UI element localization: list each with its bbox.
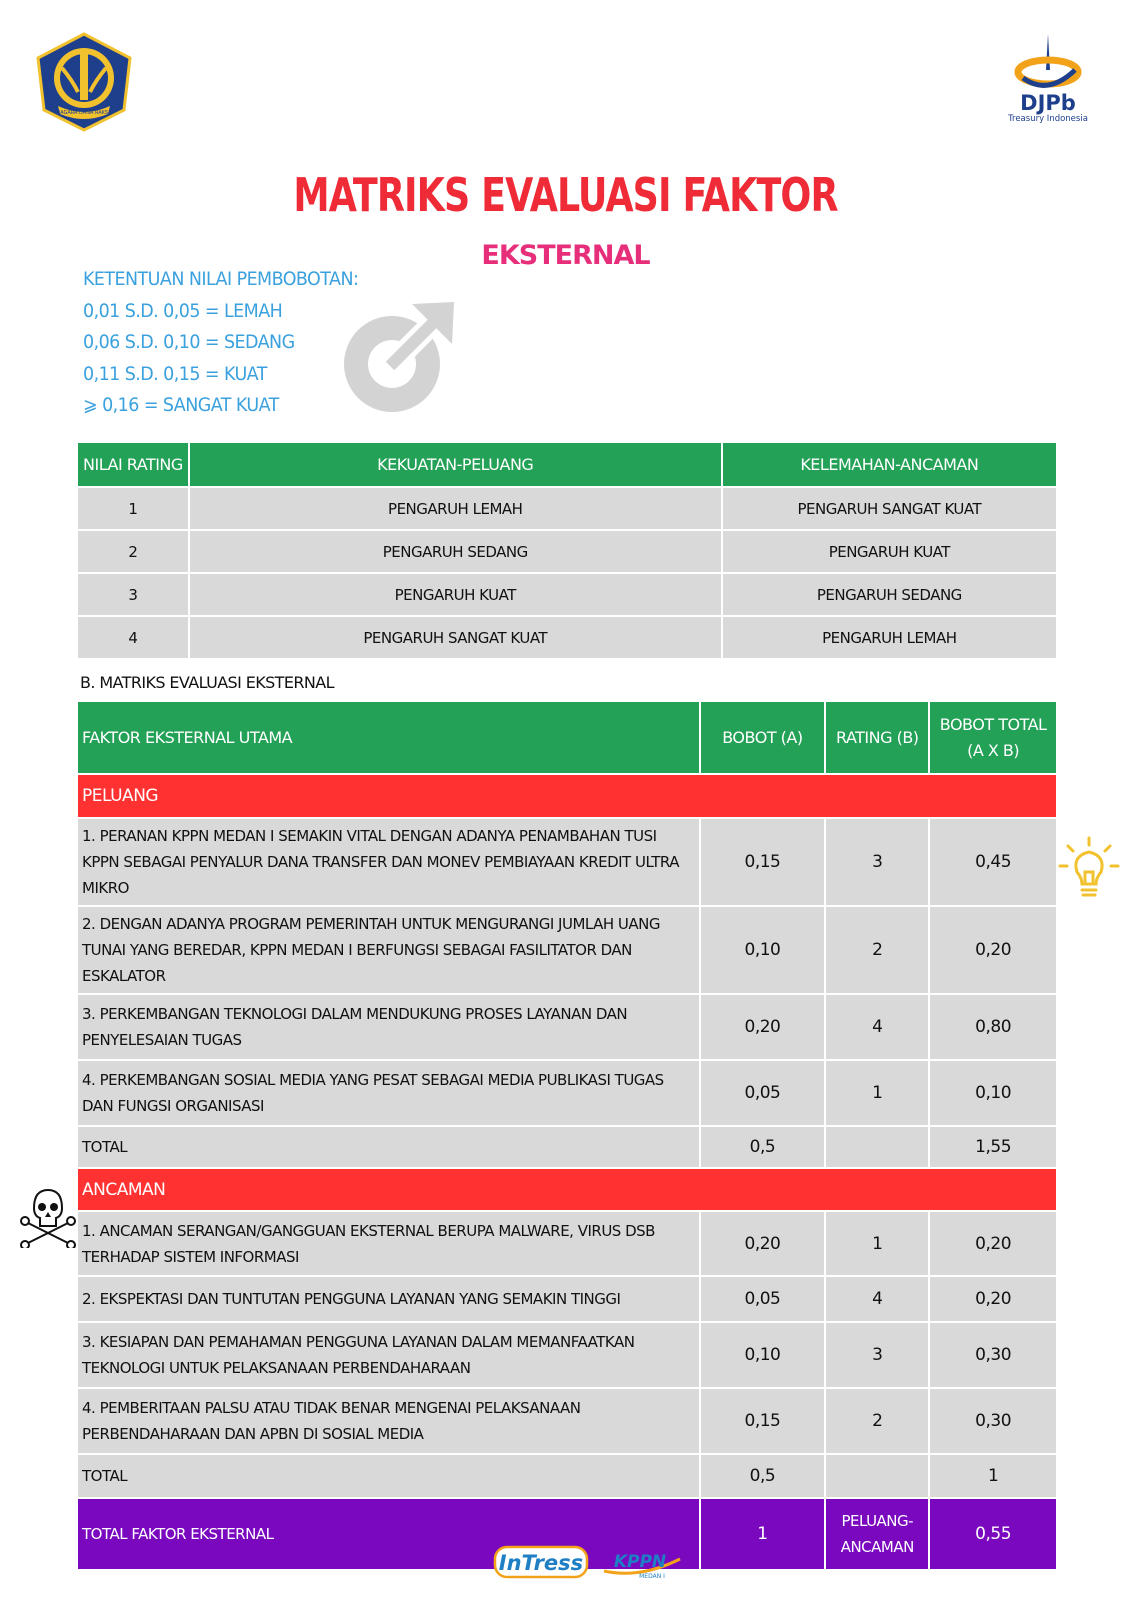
total-eksternal-value: 0,55 (929, 1498, 1057, 1570)
skull-crossbones-icon (20, 1188, 76, 1248)
page-title: MATRIKS EVALUASI FAKTOR (293, 168, 838, 222)
kekuatan-peluang-cell: PENGARUH SANGAT KUAT (189, 616, 722, 659)
category-label: ANCAMAN (77, 1168, 1057, 1211)
bobot-total-value: 0,20 (929, 906, 1057, 994)
section-title: B. MATRIKS EVALUASI EKSTERNAL (80, 673, 334, 692)
table-row (77, 1276, 1057, 1322)
total-label: TOTAL (77, 1126, 700, 1168)
kemenkeu-logo (32, 30, 136, 134)
ketentuan-line: 0,06 S.D. 0,10 = SEDANG (83, 331, 295, 353)
total-row-peluang (77, 1126, 1057, 1168)
rating-value: 2 (77, 530, 189, 573)
factor-description: 1. ANCAMAN SERANGAN/GANGGUAN EKSTERNAL BERUPA MALWARE, VIRUS DSB TERHADAP SISTEM INFORMASI (77, 1211, 700, 1276)
kelemahan-ancaman-cell: PENGARUH SANGAT KUAT (722, 487, 1057, 530)
col-kekuatan-peluang: KEKUATAN-PELUANG (189, 442, 722, 487)
kelemahan-ancaman-cell: PENGARUH SEDANG (722, 573, 1057, 616)
rating-value: 4 (825, 994, 929, 1060)
ketentuan-line: 0,11 S.D. 0,15 = KUAT (83, 362, 267, 385)
bobot-value: 0,10 (700, 1322, 826, 1388)
total-rating (825, 1126, 929, 1168)
rating-table (76, 441, 1058, 660)
kppn-logo-sub: MEDAN I (639, 1573, 665, 1580)
col-bobot-total-line1: BOBOT TOTAL (939, 714, 1047, 734)
col-bobot: BOBOT (A) (700, 701, 826, 774)
total-row-ancaman (77, 1454, 1057, 1498)
djpb-swirl-icon (1013, 30, 1083, 96)
rating-value: 1 (825, 1211, 929, 1276)
table-row (77, 906, 1057, 994)
rating-value: 3 (825, 818, 929, 906)
category-row-ancaman (77, 1168, 1057, 1211)
factor-description: 3. PERKEMBANGAN TEKNOLOGI DALAM MENDUKUNG PROSES LAYANAN DAN PENYELESAIAN TUGAS (77, 994, 700, 1060)
table-row (77, 994, 1057, 1060)
total-eksternal-label: TOTAL FAKTOR EKSTERNAL (77, 1498, 700, 1570)
kekuatan-peluang-cell: PENGARUH SEDANG (189, 530, 722, 573)
bobot-value: 0,20 (700, 994, 826, 1060)
intress-logo-text: InTress (498, 1551, 584, 1575)
rating-value: 4 (825, 1276, 929, 1322)
rating-value: 4 (77, 616, 189, 659)
bobot-total-value: 0,80 (929, 994, 1057, 1060)
ketentuan-line: ⩾ 0,16 = SANGAT KUAT (83, 394, 279, 416)
kekuatan-peluang-cell: PENGARUH KUAT (189, 573, 722, 616)
total-label: TOTAL (77, 1454, 700, 1498)
bobot-value: 0,05 (700, 1060, 826, 1126)
bobot-value: 0,15 (700, 1388, 826, 1454)
kppn-logo-text: KPPN (613, 1552, 667, 1572)
bobot-total-value: 0,30 (929, 1388, 1057, 1454)
intress-logo (493, 1543, 589, 1581)
total-bobot-total: 1,55 (929, 1126, 1057, 1168)
col-kelemahan-ancaman: KELEMAHAN-ANCAMAN (722, 442, 1057, 487)
rating-value: 1 (77, 487, 189, 530)
kelemahan-ancaman-cell: PENGARUH LEMAH (722, 616, 1057, 659)
bobot-value: 0,20 (700, 1211, 826, 1276)
bobot-total-value: 0,20 (929, 1276, 1057, 1322)
col-bobot-total (929, 701, 1057, 774)
total-eksternal-rating (825, 1498, 929, 1570)
bobot-total-value: 0,20 (929, 1211, 1057, 1276)
total-bobot: 0,5 (700, 1454, 826, 1498)
kekuatan-peluang-cell: PENGARUH LEMAH (189, 487, 722, 530)
table-row (77, 1322, 1057, 1388)
rating-table-header (77, 442, 1057, 487)
page-subtitle: EKSTERNAL (481, 240, 650, 271)
total-eksternal-rating-line2: ANCAMAN (840, 1538, 914, 1556)
kppn-logo (600, 1545, 686, 1581)
bobot-total-value: 0,45 (929, 818, 1057, 906)
col-nilai-rating: NILAI RATING (77, 442, 189, 487)
kemenkeu-logo-text: NAGARA DANA RAKSA (56, 110, 112, 116)
matrix-evaluasi-table (76, 700, 1058, 1571)
factor-description: 2. DENGAN ADANYA PROGRAM PEMERINTAH UNTUK MENGURANGI JUMLAH UANG TUNAI YANG BEREDAR, KPPN MEDAN I BERFUNGSI SEBAGAI FASILITATOR DAN ESKALATOR (77, 906, 700, 994)
col-rating: RATING (B) (825, 701, 929, 774)
col-bobot-total-line2: (A X B) (967, 740, 1020, 760)
kelemahan-ancaman-cell: PENGARUH KUAT (722, 530, 1057, 573)
total-eksternal-bobot: 1 (700, 1498, 826, 1570)
table-row (77, 1388, 1057, 1454)
total-bobot-total: 1 (929, 1454, 1057, 1498)
category-row-peluang (77, 774, 1057, 818)
rating-value: 3 (77, 573, 189, 616)
total-eksternal-rating-line1: PELUANG- (841, 1512, 914, 1530)
factor-description: 4. PERKEMBANGAN SOSIAL MEDIA YANG PESAT SEBAGAI MEDIA PUBLIKASI TUGAS DAN FUNGSI ORGANISASI (77, 1060, 700, 1126)
table-row (77, 1211, 1057, 1276)
table-row (77, 818, 1057, 906)
category-label: PELUANG (77, 774, 1057, 818)
factor-description: 1. PERANAN KPPN MEDAN I SEMAKIN VITAL DENGAN ADANYA PENAMBAHAN TUSI KPPN SEBAGAI PENYALUR DANA TRANSFER DAN MONEV PEMBIAYAAN KREDIT ULTRA MIKRO (77, 818, 700, 906)
bobot-total-value: 0,30 (929, 1322, 1057, 1388)
col-faktor: FAKTOR EKSTERNAL UTAMA (77, 701, 700, 774)
bobot-value: 0,10 (700, 906, 826, 994)
arrow-out-icon (342, 296, 460, 414)
ketentuan-block (83, 264, 382, 422)
total-rating (825, 1454, 929, 1498)
ketentuan-heading: KETENTUAN NILAI PEMBOBOTAN: (83, 268, 359, 290)
table-row (77, 487, 1057, 530)
djpb-tagline: Treasury Indonesia (1008, 114, 1088, 124)
table-row (77, 616, 1057, 659)
lightbulb-icon (1058, 836, 1120, 904)
bobot-value: 0,15 (700, 818, 826, 906)
table-row (77, 1060, 1057, 1126)
rating-value: 3 (825, 1322, 929, 1388)
total-bobot: 0,5 (700, 1126, 826, 1168)
djpb-logo (998, 30, 1098, 138)
factor-description: 3. KESIAPAN DAN PEMAHAMAN PENGGUNA LAYANAN DALAM MEMANFAATKAN TEKNOLOGI UNTUK PELAKSANAAN PERBENDAHARAAN (77, 1322, 700, 1388)
ketentuan-line: 0,01 S.D. 0,05 = LEMAH (83, 299, 283, 322)
matrix-header (77, 701, 1057, 774)
bobot-total-value: 0,10 (929, 1060, 1057, 1126)
rating-value: 1 (825, 1060, 929, 1126)
table-row (77, 530, 1057, 573)
factor-description: 2. EKSPEKTASI DAN TUNTUTAN PENGGUNA LAYANAN YANG SEMAKIN TINGGI (77, 1276, 700, 1322)
rating-value: 2 (825, 906, 929, 994)
factor-description: 4. PEMBERITAAN PALSU ATAU TIDAK BENAR MENGENAI PELAKSANAAN PERBENDAHARAAN DAN APBN DI SOSIAL MEDIA (77, 1388, 700, 1454)
bobot-value: 0,05 (700, 1276, 826, 1322)
table-row (77, 573, 1057, 616)
djpb-name: DJPb (1020, 91, 1076, 115)
rating-value: 2 (825, 1388, 929, 1454)
